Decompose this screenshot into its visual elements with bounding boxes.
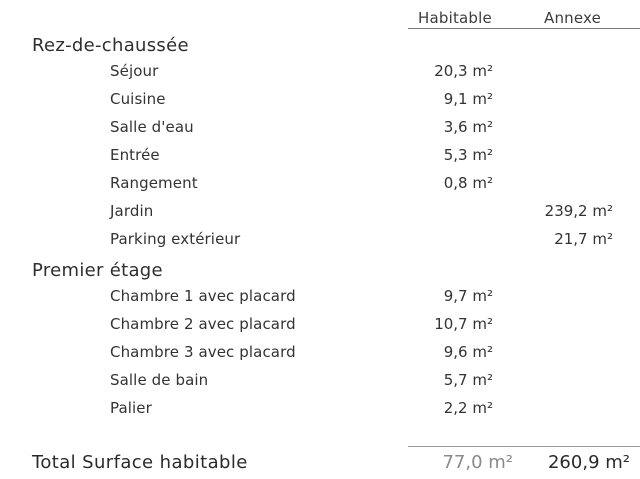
- total-annexe-area: 260,9 m²: [547, 452, 630, 473]
- column-header-habitable: Habitable: [418, 9, 492, 27]
- room-annexe-area: 239,2 m²: [544, 202, 613, 220]
- table-row: [0, 90, 640, 116]
- total-label: Total Surface habitable: [32, 452, 248, 473]
- total-habitable-area: 77,0 m²: [442, 452, 513, 473]
- column-header-row: [0, 0, 640, 28]
- room-name: Parking extérieur: [110, 230, 241, 248]
- table-row: [0, 399, 640, 425]
- table-row: [0, 230, 640, 256]
- room-name: Palier: [110, 399, 152, 417]
- table-row: [0, 315, 640, 341]
- room-habitable-area: 0,8 m²: [443, 174, 493, 192]
- header-divider: [408, 28, 640, 29]
- section-title-ground-floor: Rez-de-chaussée: [32, 35, 189, 56]
- table-row: [0, 287, 640, 313]
- table-row: [0, 174, 640, 200]
- room-name: Chambre 3 avec placard: [110, 343, 296, 361]
- room-annexe-area: 21,7 m²: [554, 230, 613, 248]
- room-habitable-area: 10,7 m²: [434, 315, 493, 333]
- table-row: [0, 202, 640, 228]
- section-title-first-floor: Premier étage: [32, 260, 163, 281]
- table-row: [0, 371, 640, 397]
- room-name: Salle de bain: [110, 371, 209, 389]
- room-habitable-area: 20,3 m²: [434, 62, 493, 80]
- total-divider: [408, 446, 640, 447]
- room-name: Chambre 1 avec placard: [110, 287, 296, 305]
- room-habitable-area: 5,3 m²: [443, 146, 493, 164]
- room-name: Entrée: [110, 146, 160, 164]
- column-header-annexe: Annexe: [544, 9, 602, 27]
- room-habitable-area: 9,1 m²: [443, 90, 493, 108]
- room-name: Salle d'eau: [110, 118, 194, 136]
- room-name: Jardin: [110, 202, 154, 220]
- room-habitable-area: 2,2 m²: [443, 399, 493, 417]
- room-habitable-area: 9,7 m²: [443, 287, 493, 305]
- room-habitable-area: 3,6 m²: [443, 118, 493, 136]
- room-name: Séjour: [110, 62, 159, 80]
- room-name: Rangement: [110, 174, 198, 192]
- room-name: Cuisine: [110, 90, 166, 108]
- room-name: Chambre 2 avec placard: [110, 315, 296, 333]
- total-row: [0, 452, 640, 478]
- table-row: [0, 343, 640, 369]
- table-row: [0, 62, 640, 88]
- table-row: [0, 146, 640, 172]
- room-habitable-area: 9,6 m²: [443, 343, 493, 361]
- room-habitable-area: 5,7 m²: [443, 371, 493, 389]
- table-row: [0, 118, 640, 144]
